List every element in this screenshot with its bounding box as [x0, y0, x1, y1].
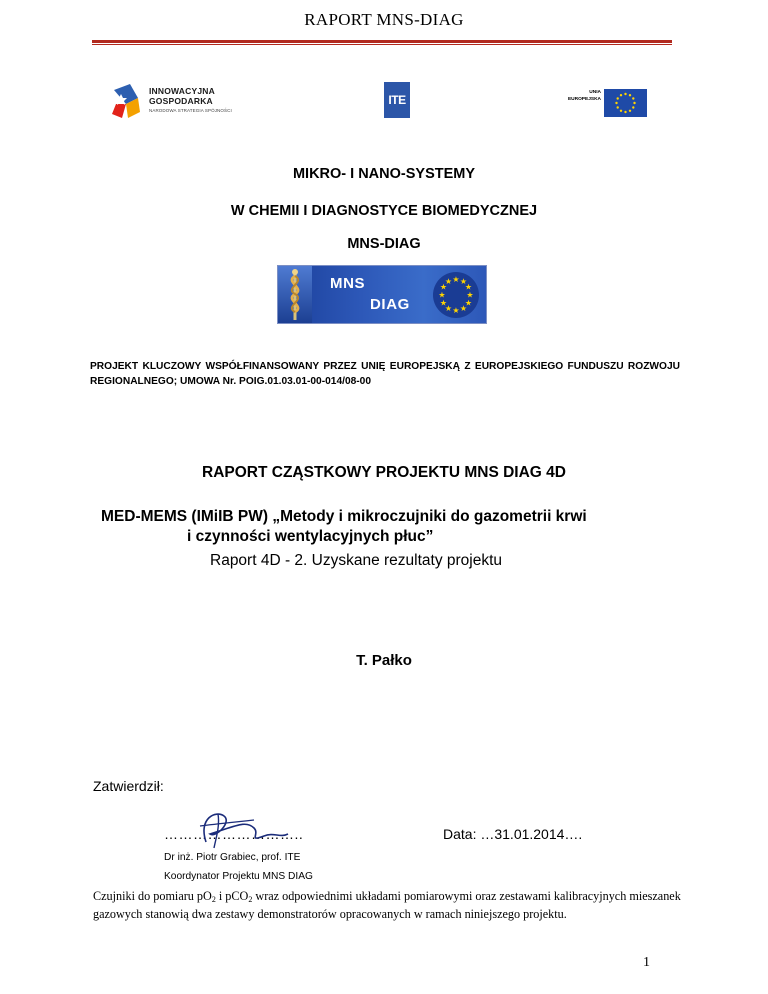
- svg-text:★: ★: [452, 275, 460, 284]
- approver-role: Koordynator Projektu MNS DIAG: [164, 871, 313, 882]
- mns-diag-banner: [277, 265, 487, 324]
- caduceus-icon: [278, 266, 312, 323]
- strategia-logo-text: NARODOWA STRATEGIA SPÓJNOŚCI: [149, 108, 232, 113]
- banner-diag-text: DIAG: [370, 296, 410, 313]
- svg-text:★: ★: [459, 277, 468, 286]
- med-mems-title-line-2: i czynności wentylacyjnych płuc”: [187, 528, 434, 545]
- unia-europejska-logo: [566, 84, 650, 116]
- svg-text:★: ★: [464, 298, 473, 308]
- svg-text:★: ★: [438, 290, 446, 300]
- ite-logo: ITE: [384, 82, 410, 118]
- eu-flag-icon: [604, 89, 647, 117]
- body-text-part: Czujniki do pomiaru pO: [93, 889, 212, 903]
- svg-text:★: ★: [459, 304, 468, 313]
- med-mems-title-line-1: MED-MEMS (IMiIB PW) „Metody i mikroczujniki do gazometrii krwi: [101, 508, 587, 525]
- banner-mns-text: MNS: [330, 275, 366, 292]
- approver-name: Dr inż. Piotr Grabiec, prof. ITE: [164, 852, 301, 863]
- approval-label: Zatwierdził:: [93, 778, 164, 794]
- heading-line-1: MIKRO- I NANO-SYSTEMY: [292, 166, 476, 182]
- body-text-part: i pCO: [215, 889, 249, 903]
- svg-text:★: ★: [439, 282, 448, 292]
- unia-logo-text: UNIA: [589, 90, 601, 95]
- svg-text:★: ★: [444, 304, 453, 313]
- banner-caduceus-panel: [278, 266, 312, 323]
- header-rule-thin: [92, 44, 672, 45]
- body-text-part: wraz odpowiednimi układami pomiarowymi oraz zestawami kalibracyjnych mieszanek gazowych stanowią dwa zestawy demonstratorów opracowanych w ramach niniejszego projektu.: [93, 889, 681, 921]
- gospodarka-logo-text: GOSPODARKA: [149, 96, 213, 106]
- innowacyjna-logo-text: INNOWACYJNA: [149, 86, 215, 96]
- header-rule: [92, 40, 672, 43]
- body-subscript: 2: [211, 895, 216, 904]
- approval-date: Data: …31.01.2014….: [443, 826, 583, 842]
- svg-text:★: ★: [439, 298, 448, 308]
- handwritten-signature-icon: [176, 808, 296, 850]
- body-paragraph: [93, 889, 683, 922]
- svg-text:★: ★: [444, 277, 453, 286]
- europejska-logo-text: EUROPEJSKA: [567, 97, 601, 102]
- innowacyjna-gospodarka-logo: [112, 84, 232, 118]
- page-header-title: RAPORT MNS-DIAG: [304, 10, 464, 29]
- eu-stars-icon: [431, 270, 481, 320]
- signature-dots: ………………………..: [164, 826, 304, 842]
- svg-text:★: ★: [452, 306, 460, 315]
- heading-line-2: W CHEMII I DIAGNOSTYCE BIOMEDYCZNEJ: [230, 203, 538, 219]
- page-number: 1: [643, 955, 650, 970]
- project-funding-statement: PROJEKT KLUCZOWY WSPÓŁFINANSOWANY PRZEZ UNIĘ EUROPEJSKĄ Z EUROPEJSKIEGO FUNDUSZU ROZWOJU REGIONALNEGO; UMOWA Nr. POIG.01.03.01-00-014/08-00: [90, 361, 680, 387]
- report-subtitle: Raport 4D - 2. Uzyskane rezultaty projektu: [210, 552, 503, 569]
- report-title: RAPORT CZĄSTKOWY PROJEKTU MNS DIAG 4D: [202, 464, 566, 481]
- svg-text:★: ★: [466, 290, 474, 300]
- heading-line-3: MNS-DIAG: [347, 236, 421, 252]
- body-subscript: 2: [248, 895, 253, 904]
- svg-text:★: ★: [464, 282, 473, 292]
- innowacyjna-gospodarka-mark-icon: [112, 84, 142, 118]
- author-name: T. Pałko: [356, 652, 412, 669]
